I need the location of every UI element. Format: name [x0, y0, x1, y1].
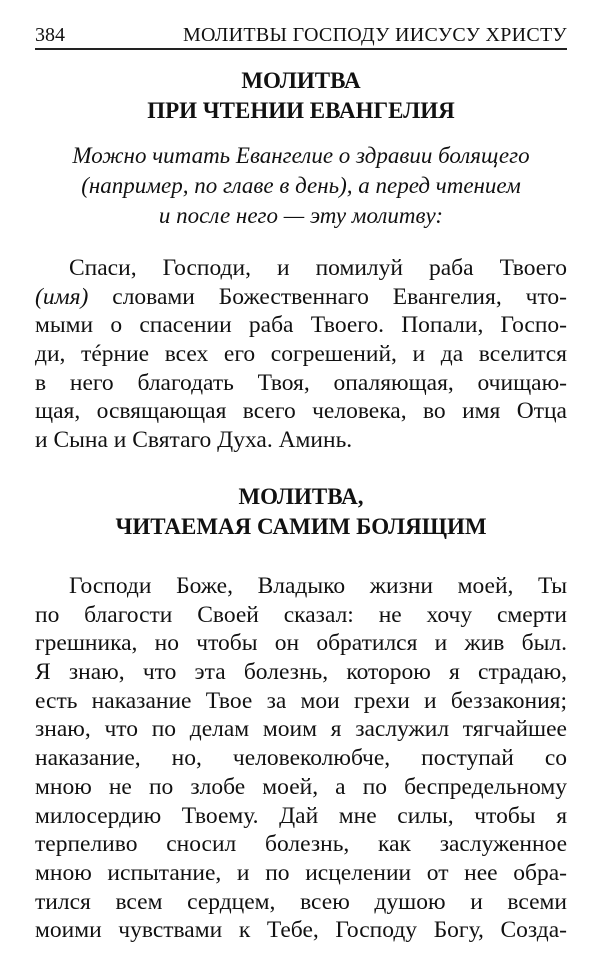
text-line: ди, тéрние всех его согрешений, и да вселится	[35, 341, 567, 368]
text-line: (имя) словами Божественнаго Евангелия, что-	[35, 283, 567, 310]
text-line: Я знаю, что эта болезнь, которою я страдаю,	[35, 659, 567, 686]
running-head-title: МОЛИТВЫ ГОСПОДУ ИИСУСУ ХРИСТУ	[182, 24, 567, 46]
text-line: мыми о спасении раба Твоего. Попали, Госпо-	[35, 312, 567, 339]
text-line: и Сына и Святаго Духа. Аминь.	[35, 427, 353, 454]
rubric-line: Можно читать Евангелие о здравии болящего	[72, 143, 530, 168]
name-placeholder: (имя)	[35, 283, 89, 310]
text-line: Господи Боже, Владыко жизни моей, Ты	[69, 573, 567, 599]
text-line: по благости Своей сказал: не хочу смерти	[35, 601, 567, 628]
heading-line: МОЛИТВА	[241, 68, 361, 93]
section-heading-gospel-prayer	[35, 66, 567, 126]
section-heading-sick-prayer	[35, 482, 567, 542]
prayer-text-sick	[35, 572, 567, 945]
text-line: есть наказание Твое за мои грехи и беззакония;	[35, 687, 567, 714]
text-line: грешника, но чтобы он обратился и жив был.	[35, 630, 567, 657]
heading-line: МОЛИТВА,	[238, 484, 364, 509]
heading-line: ПРИ ЧТЕНИИ ЕВАНГЕЛИЯ	[147, 98, 455, 123]
rubric-line: и после него — эту молитву:	[158, 203, 444, 228]
text-line: щая, освящающая всего человека, во имя Отца	[35, 398, 567, 425]
text-line: тился всем сердцем, всею душою и всеми	[35, 888, 567, 915]
text-line: Спаси, Господи, и помилуй раба Твоего	[69, 255, 567, 281]
text-line: наказание, но, человеколюбче, поступай со	[35, 745, 567, 772]
text-line: терпеливо сносил болезнь, как заслуженное	[35, 831, 567, 858]
prayer-text-gospel	[35, 254, 567, 455]
rubric-line: (например, по главе в день), а перед чтением	[81, 173, 521, 198]
rubric-instruction	[35, 141, 567, 231]
heading-line: ЧИТАЕМАЯ САМИМ БОЛЯЩИМ	[115, 514, 487, 539]
running-head	[35, 22, 567, 46]
header-rule	[35, 48, 567, 50]
text-line: мною испытание, и по исцелении от нее обра-	[35, 859, 567, 886]
page-number: 384	[35, 24, 65, 46]
text-line: моими чувствами к Тебе, Господу Богу, Созда-	[35, 917, 567, 944]
text-line: милосердию Твоему. Дай мне силы, чтобы я	[35, 802, 567, 829]
text-line: знаю, что по делам моим я заслужил тягчайшее	[35, 716, 567, 743]
text-line: в него благодать Твоя, опаляющая, очищаю-	[35, 369, 567, 396]
text-line: мною не по злобе моей, а по беспредельному	[35, 773, 567, 800]
